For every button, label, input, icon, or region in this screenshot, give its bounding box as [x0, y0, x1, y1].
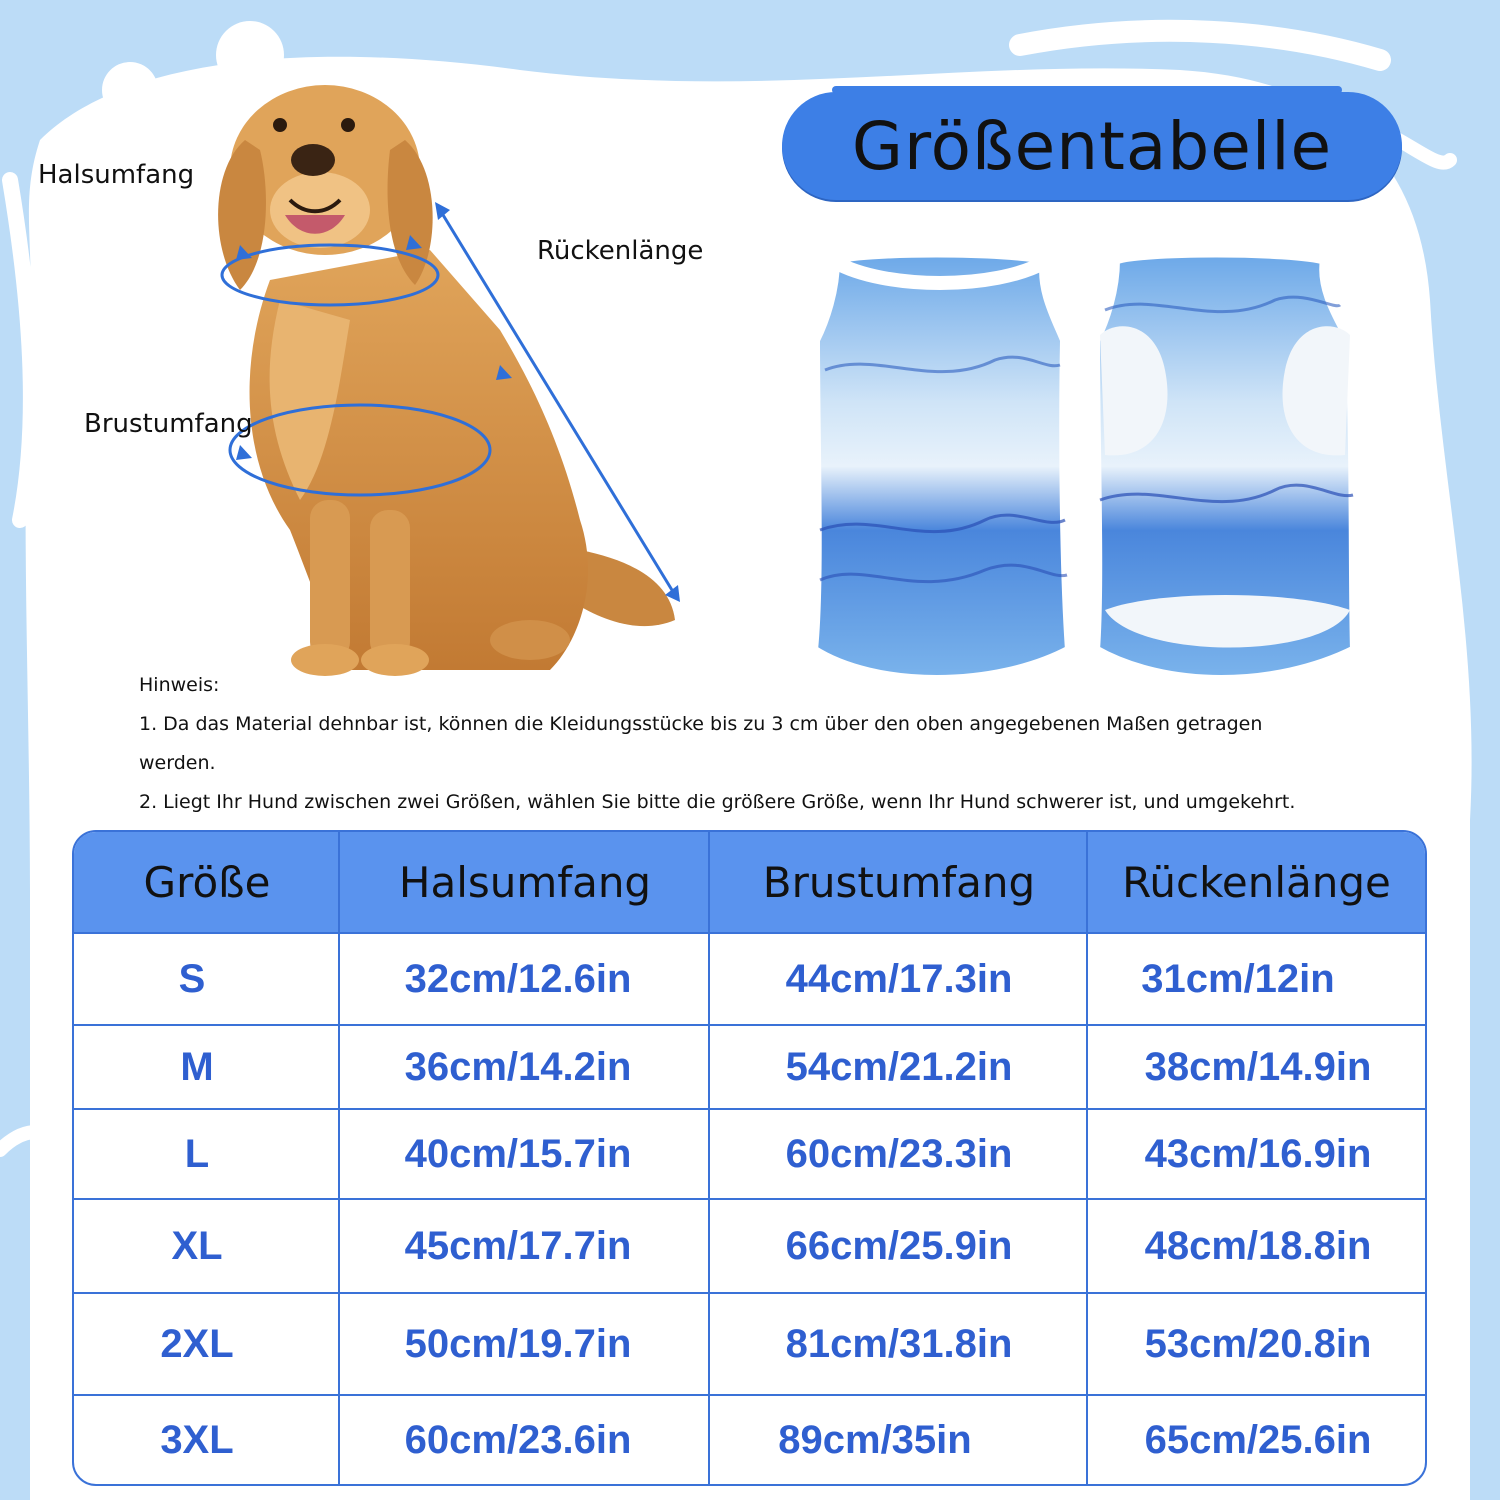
cell-neck: 40cm/15.7in [404, 1131, 632, 1176]
neck-label: Halsumfang [38, 160, 195, 190]
cell-size: 2XL [160, 1321, 234, 1366]
cell-size: M [180, 1044, 214, 1089]
header-chest: Brustumfang [762, 857, 1036, 907]
cell-back: 65cm/25.6in [1144, 1417, 1372, 1462]
cell-chest: 81cm/31.8in [785, 1321, 1013, 1366]
cell-back: 48cm/18.8in [1144, 1223, 1372, 1268]
cell-neck: 36cm/14.2in [404, 1044, 632, 1089]
page-title: Größentabelle [851, 107, 1333, 185]
notes-block [139, 666, 1439, 822]
note-line-1-cont: werden. [139, 752, 216, 774]
cell-back: 38cm/14.9in [1144, 1044, 1372, 1089]
notes-heading: Hinweis: [139, 674, 220, 696]
cell-chest: 60cm/23.3in [785, 1131, 1013, 1176]
cell-size: S [178, 956, 206, 1001]
chest-label: Brustumfang [84, 409, 253, 439]
shirt-illustrations [795, 250, 1375, 690]
cell-back: 53cm/20.8in [1144, 1321, 1372, 1366]
header-neck: Halsumfang [398, 857, 652, 907]
cell-neck: 45cm/17.7in [404, 1223, 632, 1268]
back-length-label: Rückenlänge [537, 236, 704, 266]
cell-size: XL [171, 1223, 223, 1268]
cell-size: L [184, 1131, 210, 1176]
note-line-2: 2. Liegt Ihr Hund zwischen zwei Größen, wählen Sie bitte die größere Größe, wenn Ihr Hund schwerer ist, und umgekehrt. [139, 791, 1296, 813]
cell-back: 31cm/12in [1141, 956, 1335, 1001]
cell-neck: 50cm/19.7in [404, 1321, 632, 1366]
cell-chest: 66cm/25.9in [785, 1223, 1013, 1268]
dog-illustration [200, 80, 700, 690]
cell-chest: 44cm/17.3in [785, 956, 1013, 1001]
cell-chest: 54cm/21.2in [785, 1044, 1013, 1089]
cell-back: 43cm/16.9in [1144, 1131, 1372, 1176]
cell-chest: 89cm/35in [778, 1417, 972, 1462]
cell-neck: 32cm/12.6in [404, 956, 632, 1001]
cell-size: 3XL [160, 1417, 234, 1462]
note-line-1: 1. Da das Material dehnbar ist, können die Kleidungsstücke bis zu 3 cm über den oben angegebenen Maßen getragen [139, 713, 1263, 735]
cell-neck: 60cm/23.6in [404, 1417, 632, 1462]
header-back: Rückenlänge [1122, 857, 1391, 907]
header-size: Größe [143, 857, 271, 907]
size-table [72, 830, 1427, 1486]
